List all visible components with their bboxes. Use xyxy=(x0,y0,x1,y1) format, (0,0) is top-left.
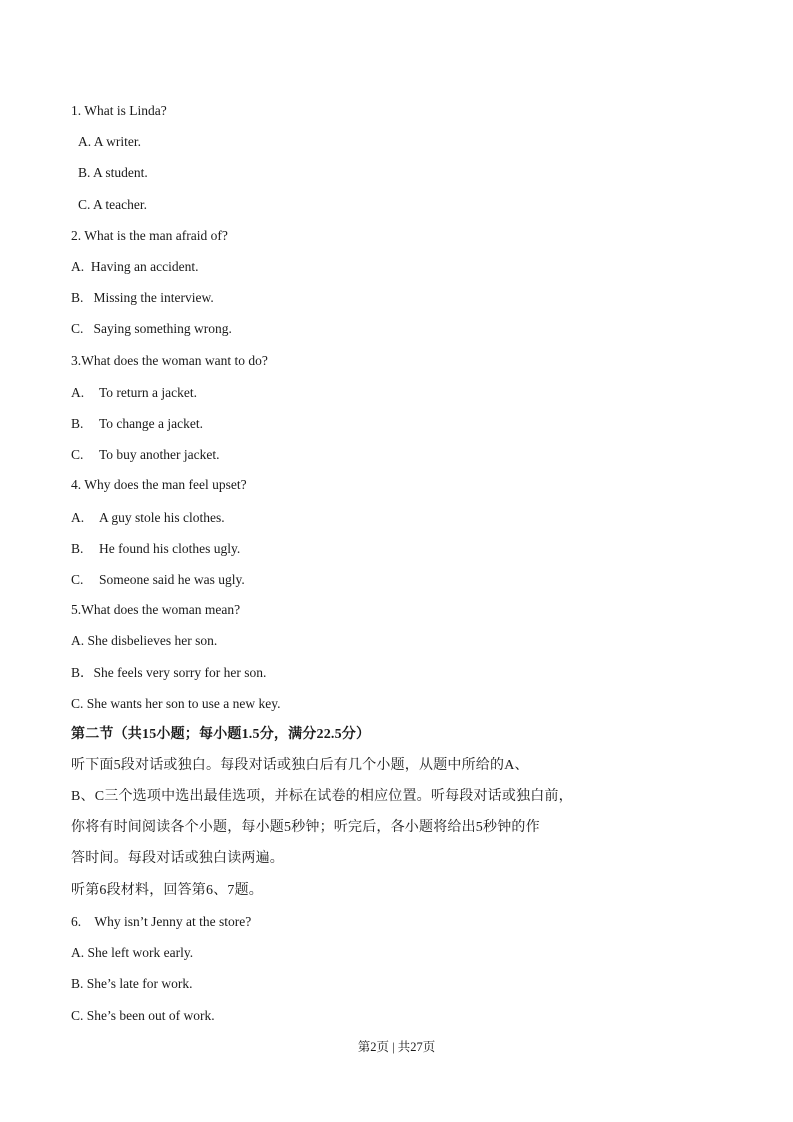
q6-option-c: C. She’s been out of work. xyxy=(71,1008,215,1023)
q4-stem: 4. Why does the man feel upset? xyxy=(71,477,247,492)
option-text: He found his clothes ugly. xyxy=(99,541,241,556)
q6-option-a: A. She left work early. xyxy=(71,945,194,960)
q1-option-c: C. A teacher. xyxy=(78,197,147,212)
q5-stem: 5.What does the woman mean? xyxy=(71,602,241,617)
q3-option-c xyxy=(71,446,220,464)
option-text: A guy stole his clothes. xyxy=(99,510,225,525)
option-label: B. xyxy=(71,541,84,556)
q1-option-b: B. A student. xyxy=(78,165,148,180)
q2-option-a: A. Having an accident. xyxy=(71,259,199,274)
q3-option-a xyxy=(71,384,197,402)
q2-stem: 2. What is the man afraid of? xyxy=(71,228,228,243)
q4-option-c xyxy=(71,571,245,589)
section2-heading: 第二节（共15小题；每小题1.5分，满分22.5分） xyxy=(71,727,371,742)
option-text: Someone said he was ugly. xyxy=(99,572,245,587)
q1-stem: 1. What is Linda? xyxy=(71,103,167,118)
material-note: 听第6段材料，回答第6、7题。 xyxy=(71,883,263,898)
option-label: A. xyxy=(71,385,85,400)
q1-option-a: A. A writer. xyxy=(78,134,141,149)
option-text: To buy another jacket. xyxy=(99,447,220,462)
section2-instruction-line-2: B、C三个选项中选出最佳选项，并标在试卷的相应位置。听每段对话或独白前， xyxy=(71,789,573,804)
q5-option-b: B．She feels very sorry for her son. xyxy=(71,665,267,680)
option-text: To return a jacket. xyxy=(99,385,198,400)
q5-option-c: C. She wants her son to use a new key. xyxy=(71,696,281,711)
option-label: A. xyxy=(71,510,85,525)
section2-instruction-line-3: 你将有时间阅读各个小题，每小题5秒钟；听完后，各小题将给出5秒钟的作 xyxy=(71,820,540,835)
section2-instruction-line-1: 听下面5段对话或独白。每段对话或独白后有几个小题，从题中所给的A、 xyxy=(71,758,529,773)
q6-option-b: B. She’s late for work. xyxy=(71,976,193,991)
q2-option-c: C. Saying something wrong. xyxy=(71,321,232,336)
q3-option-b xyxy=(71,415,203,433)
section2-instruction-line-4: 答时间。每段对话或独白读两遍。 xyxy=(71,851,284,866)
q4-option-a xyxy=(71,509,225,527)
q4-option-b xyxy=(71,540,240,558)
q5-option-a: A. She disbelieves her son. xyxy=(71,633,218,648)
option-label: C. xyxy=(71,572,84,587)
option-text: To change a jacket. xyxy=(99,416,203,431)
option-label: B. xyxy=(71,416,84,431)
q2-option-b: B. Missing the interview. xyxy=(71,290,214,305)
q3-stem: 3.What does the woman want to do? xyxy=(71,353,268,368)
page-footer: 第2页 | 共27页 xyxy=(357,1040,436,1054)
q6-stem: 6. Why isn’t Jenny at the store? xyxy=(71,914,252,929)
option-label: C. xyxy=(71,447,84,462)
